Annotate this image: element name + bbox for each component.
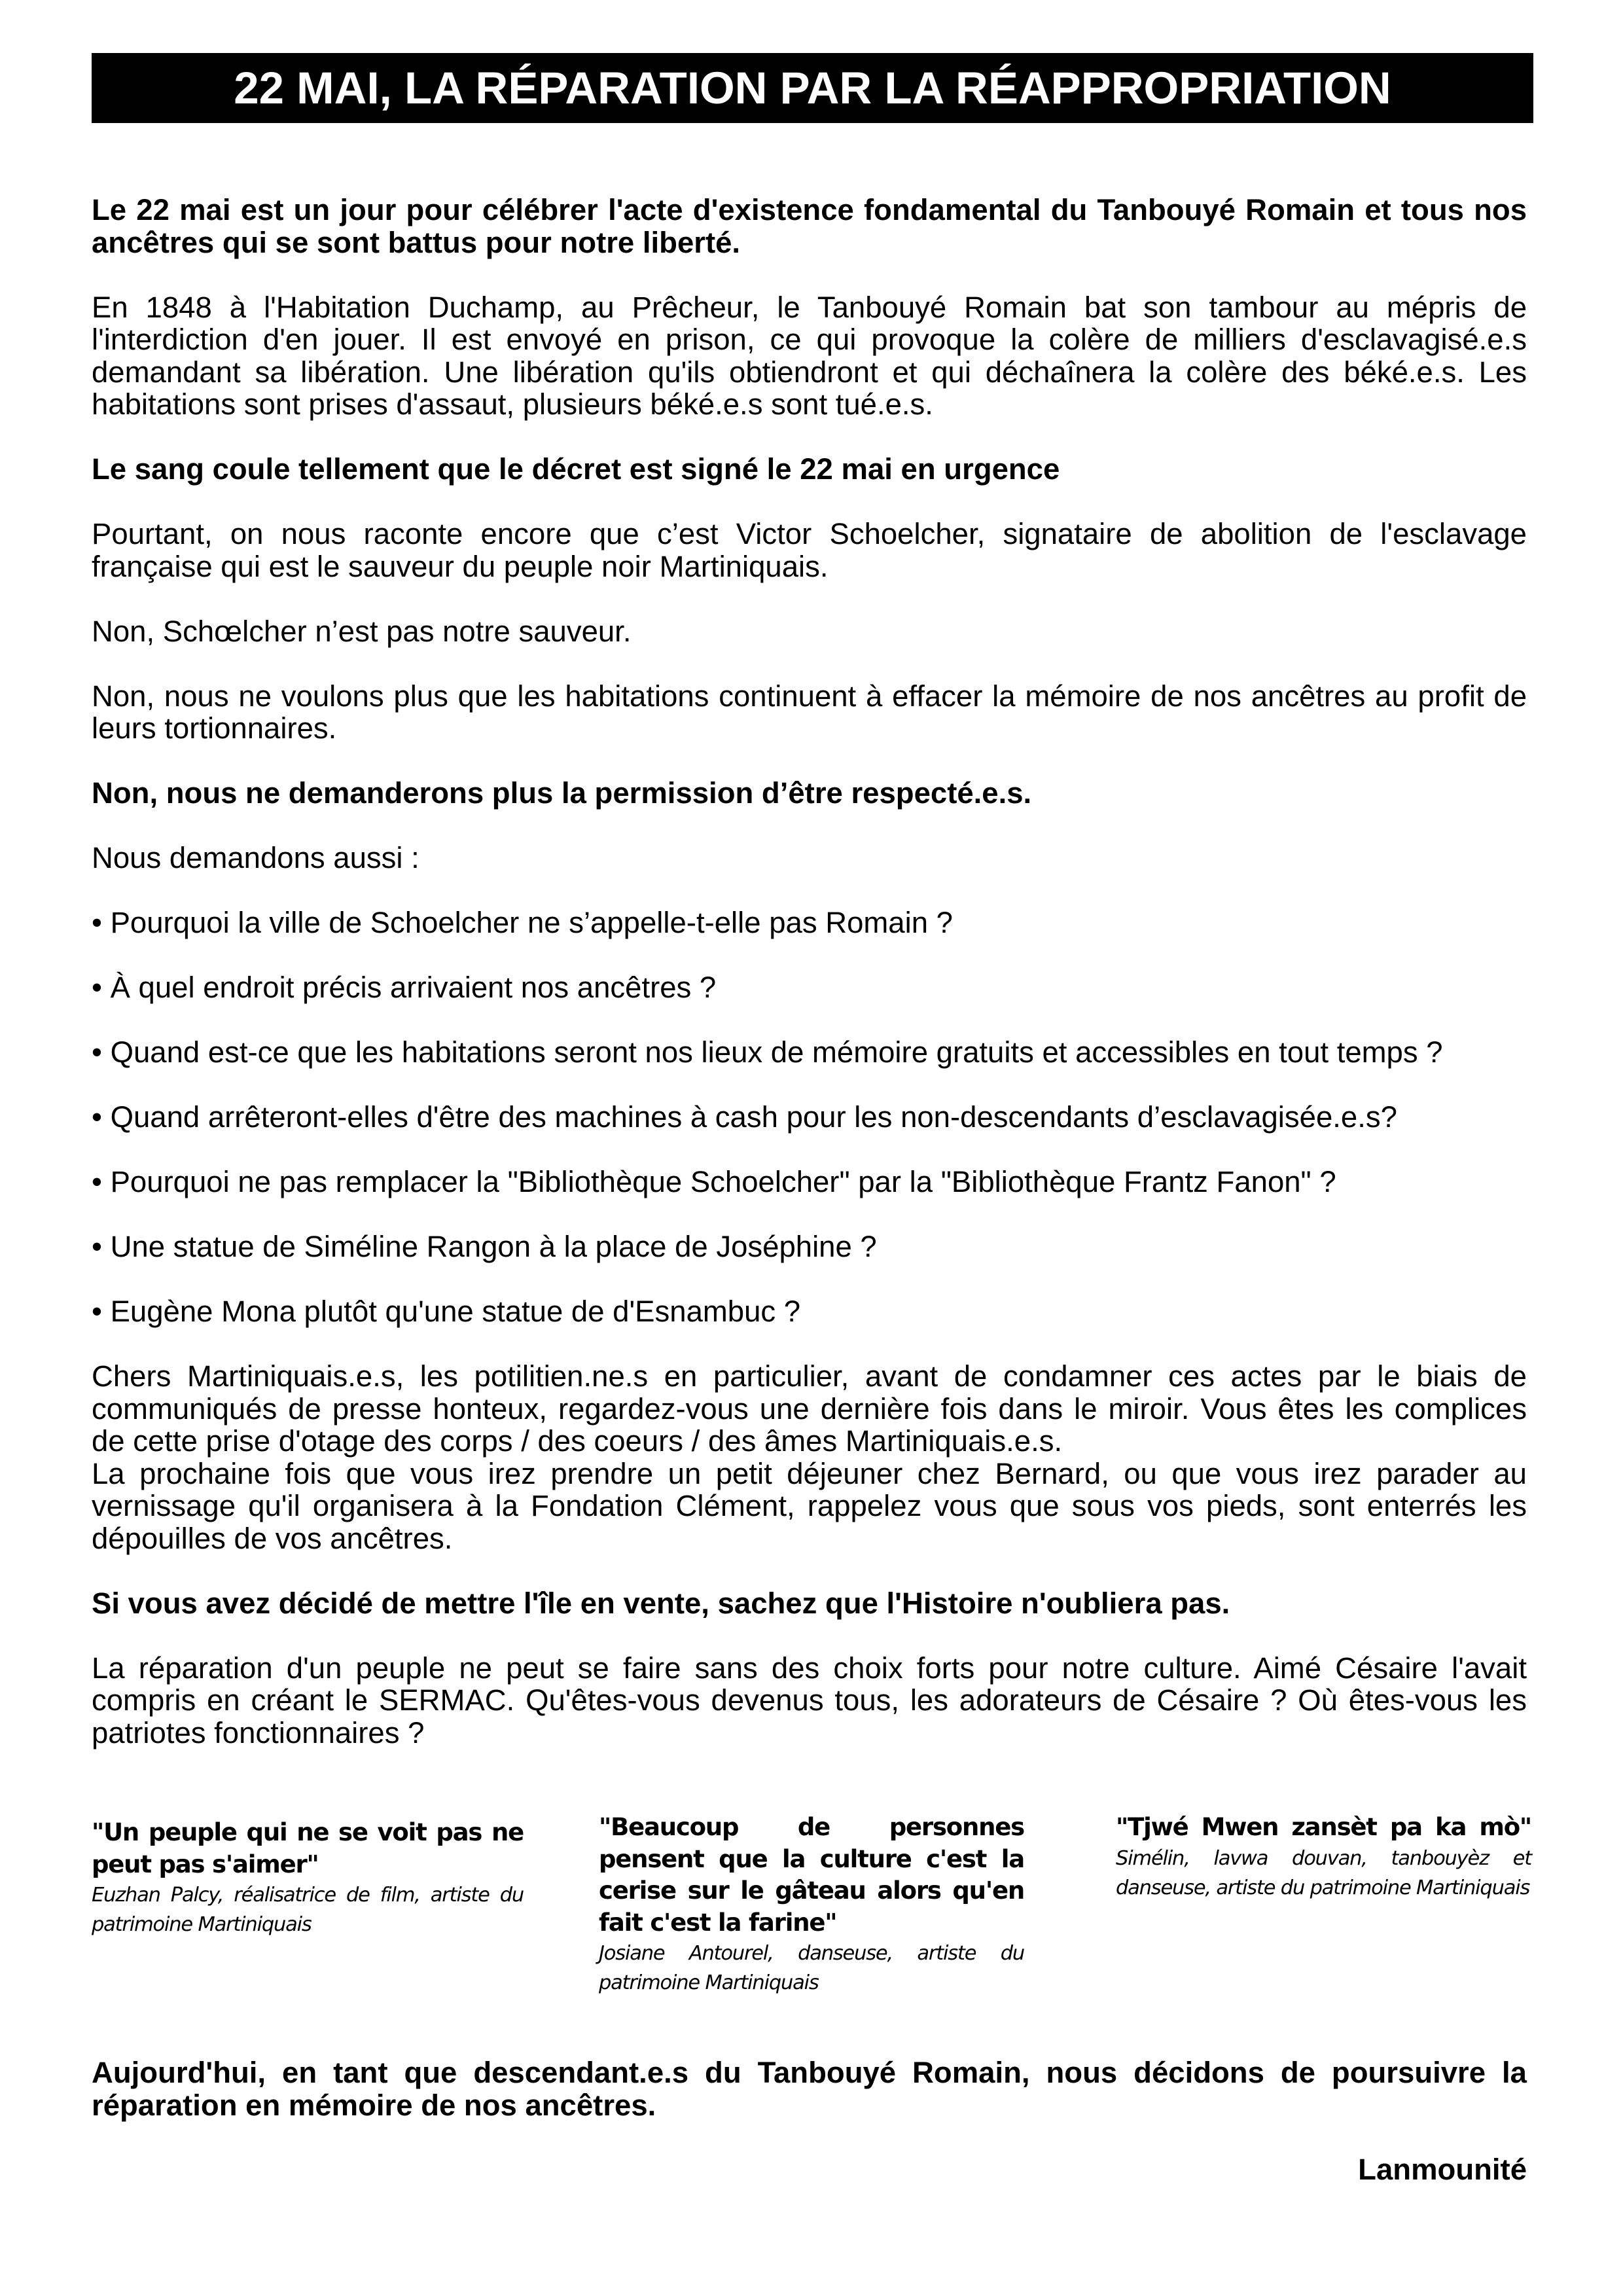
demand-item: • Une statue de Siméline Rangon à la place de Joséphine ? bbox=[92, 1230, 877, 1263]
quotes-section bbox=[92, 1812, 1531, 2008]
closing-statement: Aujourd'hui, en tant que descendant.e.s du Tanbouyé Romain, nous décidons de poursuivre la réparation en mémoire de nos ancêtres. bbox=[92, 2056, 1527, 2122]
title-banner bbox=[92, 53, 1533, 123]
quote-block bbox=[1116, 1812, 1531, 1903]
demand-item: • Pourquoi la ville de Schoelcher ne s’appelle-t-elle pas Romain ? bbox=[92, 906, 953, 939]
quote-block bbox=[599, 1812, 1024, 1998]
demand-item: • Quand est-ce que les habitations seront nos lieux de mémoire gratuits et accessibles en tout temps ? bbox=[92, 1035, 1443, 1069]
schoelcher-myth-paragraph: Pourtant, on nous raconte encore que c’est Victor Schoelcher, signataire de abolition de l'esclavage française qui est le sauveur du peuple noir Martiniquais. bbox=[92, 517, 1527, 583]
quote-text: "Beaucoup de personnes pensent que la culture c'est la cerise sur le gâteau alors qu'en fait c'est la farine" bbox=[599, 1813, 1024, 1937]
quote-text: "Un peuple qui ne se voit pas ne peut pas s'aimer" bbox=[92, 1818, 524, 1878]
demand-item: • À quel endroit précis arrivaient nos ancêtres ? bbox=[92, 971, 717, 1004]
quote-author: Euzhan Palcy, réalisatrice de film, artiste du patrimoine Martiniquais bbox=[92, 1884, 524, 1936]
page-title: 22 MAI, LA RÉPARATION PAR LA RÉAPPROPRIATION bbox=[234, 63, 1391, 113]
demands-list bbox=[92, 906, 1527, 1328]
article-body bbox=[92, 194, 1527, 1782]
culture-paragraph: La réparation d'un peuple ne peut se faire sans des choix forts pour notre culture. Aimé Césaire l'avait compris en créant le SERMAC. Qu'êtes-vous devenus tous, les adorateurs de Césaire ? Où êtes-vous les patriotes fonctionnaires ? bbox=[92, 1651, 1527, 1749]
politicians-paragraph: Chers Martiniquais.e.s, les potilitien.ne.s en particulier, avant de condamner ces actes par le biais de communiqués de presse honteux, regardez-vous une dernière fois dans le miroir. Vous êtes les complices de cette prise d'otage des corps / des coeurs / des âmes Martiniquais.e.s. bbox=[92, 1359, 1527, 1458]
demands-intro: Nous demandons aussi : bbox=[92, 841, 419, 874]
demand-item: • Eugène Mona plutôt qu'une statue de d'Esnambuc ? bbox=[92, 1295, 801, 1328]
intro-paragraph: Le 22 mai est un jour pour célébrer l'acte d'existence fondamental du Tanbouyé Romain et tous nos ancêtres qui se sont battus pour notre liberté. bbox=[92, 193, 1527, 259]
history-paragraph: En 1848 à l'Habitation Duchamp, au Prêcheur, le Tanbouyé Romain bat son tambour au mépris de l'interdiction d'en jouer. Il est envoyé en prison, ce qui provoque la colère de milliers d'esclavagisé.e.s demandant sa libération. Une libération qu'ils obtiendront et qui déchaînera la colère des béké.e.s. Les habitations sont prises d'assaut, plusieurs béké.e.s sont tué.e.s. bbox=[92, 290, 1527, 421]
quote-author: Josiane Antourel, danseuse, artiste du patrimoine Martiniquais bbox=[599, 1942, 1024, 1994]
habitations-memory-paragraph: Non, nous ne voulons plus que les habitations continuent à effacer la mémoire de nos ancêtres au profit de leurs tortionnaires. bbox=[92, 679, 1527, 745]
permission-paragraph: Non, nous ne demanderons plus la permission d’être respecté.e.s. bbox=[92, 776, 1032, 810]
island-for-sale-paragraph: Si vous avez décidé de mettre l'île en vente, sachez que l'Histoire n'oubliera pas. bbox=[92, 1586, 1230, 1620]
quote-text: "Tjwé Mwen zansèt pa ka mò" bbox=[1116, 1813, 1531, 1841]
demand-item: • Quand arrêteront-elles d'être des machines à cash pour les non-descendants d’esclavagisée.e.s? bbox=[92, 1100, 1397, 1134]
demand-item: • Pourquoi ne pas remplacer la "Bibliothèque Schoelcher" par la "Bibliothèque Frantz Fanon" ? bbox=[92, 1165, 1336, 1198]
decree-paragraph: Le sang coule tellement que le décret est signé le 22 mai en urgence bbox=[92, 452, 1060, 486]
quote-block bbox=[92, 1817, 524, 1939]
next-time-paragraph: La prochaine fois que vous irez prendre un petit déjeuner chez Bernard, ou que vous irez parader au vernissage qu'il organisera à la Fondation Clément, rappelez vous que sous vos pieds, sont enterrés les dépouilles de vos ancêtres. bbox=[92, 1456, 1527, 1555]
signature: Lanmounité bbox=[1358, 2153, 1527, 2186]
not-savior-paragraph: Non, Schœlcher n’est pas notre sauveur. bbox=[92, 614, 632, 648]
quote-author: Simélin, lavwa douvan, tanbouyèz et danseuse, artiste du patrimoine Martiniquais bbox=[1116, 1846, 1531, 1899]
